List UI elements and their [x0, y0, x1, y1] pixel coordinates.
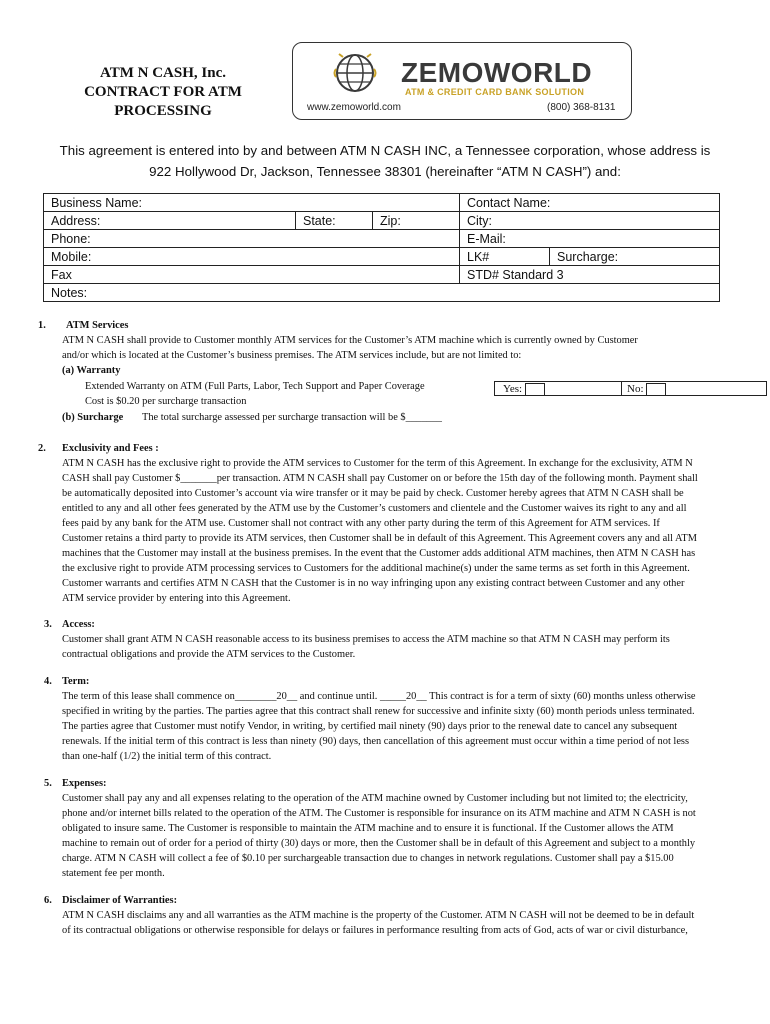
section-text — [62, 908, 728, 938]
section-number: 6. — [44, 895, 52, 906]
city-field[interactable]: City: — [460, 212, 720, 230]
zemoworld-logo — [292, 42, 632, 120]
text-line: contractual obligations and provide the ATM services to the Customer. — [62, 649, 356, 660]
section-text — [62, 689, 728, 764]
surcharge-field[interactable]: Surcharge: — [550, 248, 720, 266]
text-line: machine to remain out of order for a period of thirty (30) days or more, then the Customer shall be in default of this Agreement and subject to a monthly — [62, 838, 696, 849]
section-heading: Exclusivity and Fees : — [62, 443, 159, 454]
title-line-1: ATM N CASH, Inc. — [100, 65, 226, 81]
section-number: 1. — [38, 320, 46, 331]
business-name-field[interactable]: Business Name: — [44, 194, 460, 212]
intro-line-1: This agreement is entered into by and between ATM N CASH INC, a Tennessee corporation, whose address is — [59, 143, 711, 158]
section-text — [62, 632, 728, 662]
logo-tagline: ATM & CREDIT CARD BANK SOLUTION — [405, 87, 585, 97]
text-line: of its contractual obligations or otherwise responsible for delays or failures in performance resulting from acts of God, acts of war or civil disturbance, — [62, 925, 688, 936]
text-line: Customer shall pay any and all expenses relating to the operation of the ATM machine owned by Customer including but not limited to; the electricity, — [62, 793, 688, 804]
warranty-line-1: Extended Warranty on ATM (Full Parts, Labor, Tech Support and Paper Coverage — [85, 381, 425, 392]
title-line-3: PROCESSING — [114, 103, 212, 119]
text-line: specified in writing by the parties. The parties agree that this contract shall renew for successive and infinite sixty (60) month periods unless terminated. — [62, 706, 695, 717]
section-heading: Expenses: — [62, 778, 107, 789]
yes-option — [503, 382, 545, 397]
text-line: statement fee per month. — [62, 868, 165, 879]
globe-icon — [333, 51, 377, 95]
text-line: be automatically deposited into Customer’s account via wire transfer or it may be paid by check. Customer hereby agrees that ATM N CASH shall be — [62, 488, 684, 499]
text-line: ATM N CASH has the exclusive right to provide the ATM services to Customer for the term of this Agreement. In exchange for the exclusivity, ATM N — [62, 458, 693, 469]
text-line: renewals. If the initial term of this contract is less than ninety (90) days, then cancellation of this agreement must occur within a time period of not less — [62, 736, 690, 747]
section-heading: Access: — [62, 619, 95, 630]
text-line: Customer retains a third party to provide its ATM services, then Customer shall be in default of this Agreement. This Agreement covers any and all ATM — [62, 533, 697, 544]
text-line: The parties agree that Customer must notify Vendor, in writing, by certified mail ninety (90) days prior to the renewal date to cancel any subsequent — [62, 721, 678, 732]
section-heading: ATM Services — [66, 320, 129, 331]
section-text — [62, 456, 728, 606]
no-label: No: — [627, 383, 644, 395]
intro-paragraph — [40, 140, 730, 182]
section-heading: Term: — [62, 676, 90, 687]
fax-field[interactable]: Fax — [44, 266, 460, 284]
section-number: 2. — [38, 443, 46, 454]
text-line: than one-half (1/2) the initial term of this contract. — [62, 751, 272, 762]
text-line: ATM N CASH shall provide to Customer monthly ATM services for the Customer’s ATM machine which is currently owned by Customer — [62, 335, 638, 346]
section-heading: Disclaimer of Warranties: — [62, 895, 178, 906]
text-line: ATM service provider by entering into this Agreement. — [62, 593, 291, 604]
intro-line-2: 922 Hollywood Dr, Jackson, Tennessee 38301 (hereinafter “ATM N CASH”) and: — [149, 164, 621, 179]
text-line: machines that the Customer may install at the business premises. In the event that the Customer adds additional ATM machines, then ATM N CASH has — [62, 548, 696, 559]
text-line: Customer warrants and certifies ATM N CASH that the Customer is in no way infringing upon any existing contract between Customer and any other — [62, 578, 685, 589]
text-line: ATM N CASH disclaims any and all warranties as the ATM machine is the property of the Customer. ATM N CASH will not be deemed to be in default — [62, 910, 695, 921]
address-field[interactable]: Address: — [44, 212, 296, 230]
title-line-2: CONTRACT FOR ATM — [84, 84, 242, 100]
text-line: the exclusive right to provide ATM processing services to Customers for the additional machine(s) under the same terms as set forth in this Agreement. — [62, 563, 690, 574]
notes-field[interactable]: Notes: — [44, 284, 720, 302]
divider — [621, 381, 622, 396]
text-line: obligated to insure same. The Customer is responsible to maintain the ATM machine and to ensure it is functional. If the Customer allows the ATM — [62, 823, 674, 834]
contact-name-field[interactable]: Contact Name: — [460, 194, 720, 212]
yes-checkbox[interactable] — [525, 383, 545, 396]
text-line: fees paid by any bank for the ATM use. Customer shall not contract with any other party during the term of this Agreement for ATM services. If — [62, 518, 660, 529]
warranty-yes-no — [494, 381, 767, 396]
section-number: 4. — [44, 676, 52, 687]
section-number: 3. — [44, 619, 52, 630]
section-text — [62, 333, 728, 363]
phone-field[interactable]: Phone: — [44, 230, 460, 248]
logo-phone: (800) 368-8131 — [547, 102, 616, 113]
customer-info-table — [43, 193, 720, 302]
surcharge-label: (b) Surcharge — [62, 412, 124, 423]
text-line: and/or which is located at the Customer’s business premises. The ATM services include, but are not limited to: — [62, 350, 522, 361]
lk-field[interactable]: LK# — [460, 248, 550, 266]
std-field[interactable]: STD# Standard 3 — [460, 266, 720, 284]
surcharge-text: The total surcharge assessed per surcharge transaction will be $_______ — [142, 412, 442, 423]
state-field[interactable]: State: — [296, 212, 373, 230]
section-number: 5. — [44, 778, 52, 789]
document-title — [58, 64, 268, 121]
mobile-field[interactable]: Mobile: — [44, 248, 460, 266]
section-text — [62, 791, 728, 881]
text-line: phone and/or internet bills related to the operation of the ATM. The Customer is responsible for insurance on its ATM machine and ATM N CASH is not — [62, 808, 696, 819]
no-checkbox[interactable] — [646, 383, 666, 396]
no-option — [627, 382, 666, 397]
warranty-label: (a) Warranty — [62, 365, 121, 376]
warranty-line-2: Cost is $0.20 per surcharge transaction — [85, 396, 247, 407]
text-line: charge. ATM N CASH will collect a fee of $0.10 per surchargeable transaction due to changes in network regulations. Customer shall pay a $15.00 — [62, 853, 674, 864]
text-line: The term of this lease shall commence on________20__ and continue until. _____20__ This contract is for a term of sixty (60) months unless otherwise — [62, 691, 696, 702]
zip-field[interactable]: Zip: — [373, 212, 460, 230]
text-line: CASH shall pay Customer $_______per transaction. ATM N CASH shall pay Customer on or before the 15th day of the following month. Payment shall — [62, 473, 698, 484]
yes-label: Yes: — [503, 383, 523, 395]
email-field[interactable]: E-Mail: — [460, 230, 720, 248]
text-line: entitled to any and all other fees generated by the ATM use by the Customer’s customers and clientele and the Customer waives its right to any and all — [62, 503, 687, 514]
logo-url: www.zemoworld.com — [307, 102, 401, 113]
logo-brand: ZEMOWORLD — [401, 57, 593, 88]
text-line: Customer shall grant ATM N CASH reasonable access to its business premises to access the ATM machine so that ATM N CASH may perform its — [62, 634, 670, 645]
